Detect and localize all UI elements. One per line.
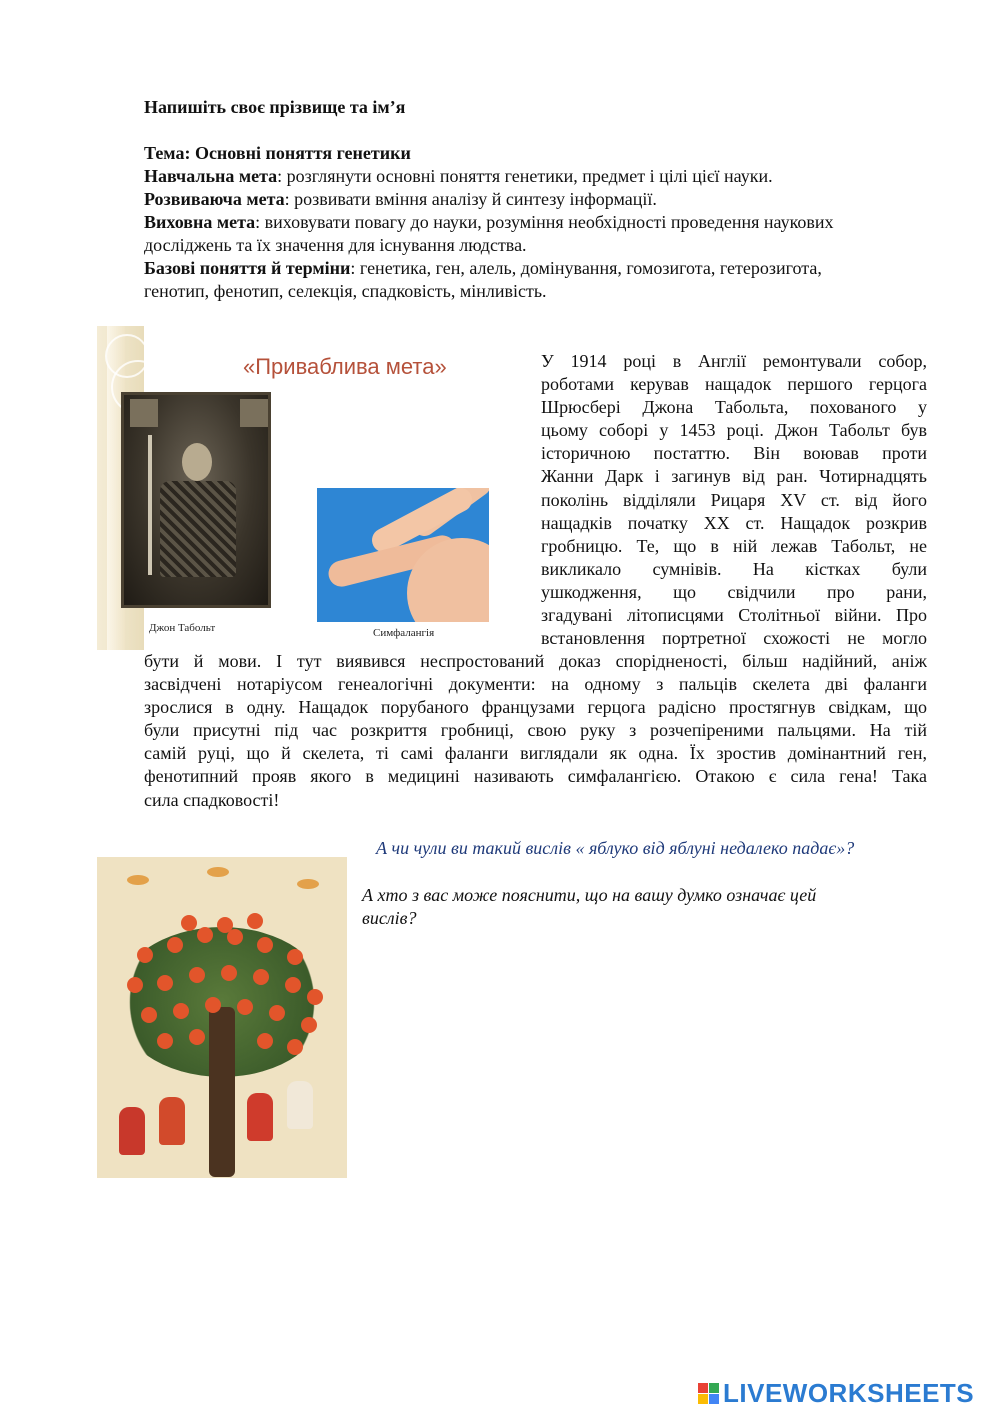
apple-icon (237, 999, 253, 1015)
apple-icon (137, 947, 153, 963)
story-line: зрослися в одну. Нащадок порубаного французами герцога радісно простягнув свідкам, що (144, 697, 927, 718)
child-figure (159, 1097, 185, 1145)
apple-icon (301, 1017, 317, 1033)
child-figure (247, 1093, 273, 1141)
story-line: встановлення портретної схожості не могло (541, 628, 927, 649)
story-line: У 1914 році в Англії ремонтували собор, (541, 351, 927, 371)
apple-icon (217, 917, 233, 933)
story-line: фенотипний прояв якого в медицині називають симфалангією. Отакою є сила гена! Така (144, 766, 927, 787)
story-line: гробницю. Те, що в ній лежав Табольт, не (541, 535, 927, 556)
apple-icon (257, 1033, 273, 1049)
story-line: сила спадковості! (144, 789, 280, 810)
story-paragraph-full (144, 650, 927, 812)
story-line: Шрюсбері Джона Табольта, похованого у (541, 397, 927, 418)
bird-icon (297, 879, 319, 889)
knight-armor (160, 481, 236, 577)
story-line: нащадків початку XX ст. Нащадок розкрив (541, 512, 927, 533)
apple-icon (205, 997, 221, 1013)
apple-icon (247, 913, 263, 929)
tree-trunk (209, 1007, 235, 1177)
apple-icon (253, 969, 269, 985)
bird-icon (127, 875, 149, 885)
liveworksheets-logo (698, 1378, 974, 1408)
basic-terms-cont: генотип, фенотип, селекція, спадковість, мінливість. (144, 281, 547, 301)
name-prompt: Напишіть своє прізвище та ім’я (144, 97, 406, 117)
knight-face (182, 443, 212, 481)
apple-icon (173, 1003, 189, 1019)
upbringing-goal: Виховна мета: виховувати повагу до науки, розуміння необхідності проведення наукових (144, 212, 834, 232)
apple-icon (141, 1007, 157, 1023)
topic-line: Тема: Основні поняття генетики (144, 143, 411, 163)
story-line: самій руці, що й скелета, ті самі фаланги виглядали як одна. Їх зростив домінантний ген, (144, 743, 927, 764)
story-line: історичною постаттю. Він воював проти (541, 443, 927, 464)
apple-tree-painting (97, 857, 347, 1178)
hand-photo (317, 488, 489, 622)
story-line: згадувані літописцями Столітньої війни. Про (541, 605, 927, 626)
developmental-goal: Розвиваюча мета: розвивати вміння аналізу й синтезу інформації. (144, 189, 657, 209)
explain-prompt (362, 884, 816, 930)
story-line: бути й мови. І тут виявився неспростований доказ спорідненості, більш надійний, аніж (144, 651, 927, 671)
apple-icon (189, 967, 205, 983)
story-line: роботами керував нащадок першого герцога (541, 374, 927, 395)
proverb-question: А чи чули ви такий вислів « яблуко від яблуні недалеко падає»? (376, 838, 855, 858)
story-line: були присутні під час розкриття гробниці, свою руку з розчепіреними пальцями. На тій (144, 720, 927, 741)
story-line: викликало сумнівів. На кістках були (541, 558, 927, 579)
logo-text: LIVEWORKSHEETS (723, 1377, 975, 1408)
child-figure (119, 1107, 145, 1155)
story-paragraph-wrapped (541, 350, 927, 650)
upbringing-goal-cont: досліджень та їх значення для існування людства. (144, 235, 527, 255)
crest-right-icon (240, 399, 268, 427)
sword-icon (148, 435, 152, 575)
explain-prompt-line: вислів? (362, 908, 417, 928)
apple-icon (127, 977, 143, 993)
apple-icon (307, 989, 323, 1005)
apple-icon (197, 927, 213, 943)
basic-terms: Базові поняття й терміни: генетика, ген, алель, домінування, гомозигота, гетерозигота, (144, 258, 822, 278)
story-line: Жанни Дарк і загинув від ран. Чотирнадцять (541, 466, 927, 487)
apple-icon (287, 949, 303, 965)
portrait-caption: Джон Табольт (149, 622, 216, 634)
story-line: цьому соборі у 1453 році. Джон Табольт був (541, 420, 927, 441)
apple-icon (157, 1033, 173, 1049)
apple-icon (167, 937, 183, 953)
apple-icon (269, 1005, 285, 1021)
apple-icon (285, 977, 301, 993)
educational-goal: Навчальна мета: розглянути основні поняття генетики, предмет і цілі цієї науки. (144, 166, 773, 186)
apple-icon (287, 1039, 303, 1055)
hand-caption: Симфалангія (373, 627, 435, 639)
story-line: поколінь відділяли Рицаря XV ст. від його (541, 489, 927, 510)
story-line: засвідчені нотаріусом генеалогічні документи: на одному з пальців скелета дві фаланги (144, 674, 927, 695)
worksheet-header (144, 96, 834, 303)
slide-image (97, 326, 492, 650)
explain-prompt-line: А хто з вас може пояснити, що на вашу думко означає цей (362, 885, 817, 905)
apple-icon (189, 1029, 205, 1045)
bird-icon (207, 867, 229, 877)
apple-icon (157, 975, 173, 991)
apple-icon (221, 965, 237, 981)
slide-title: «Приваблива мета» (243, 354, 447, 379)
crest-left-icon (130, 399, 158, 427)
story-line: ушкодження, що свідчили про рани, (541, 581, 927, 602)
apple-icon (181, 915, 197, 931)
logo-blocks-icon (698, 1383, 719, 1404)
child-figure (287, 1081, 313, 1129)
apple-icon (257, 937, 273, 953)
portrait-engraving (121, 392, 271, 608)
